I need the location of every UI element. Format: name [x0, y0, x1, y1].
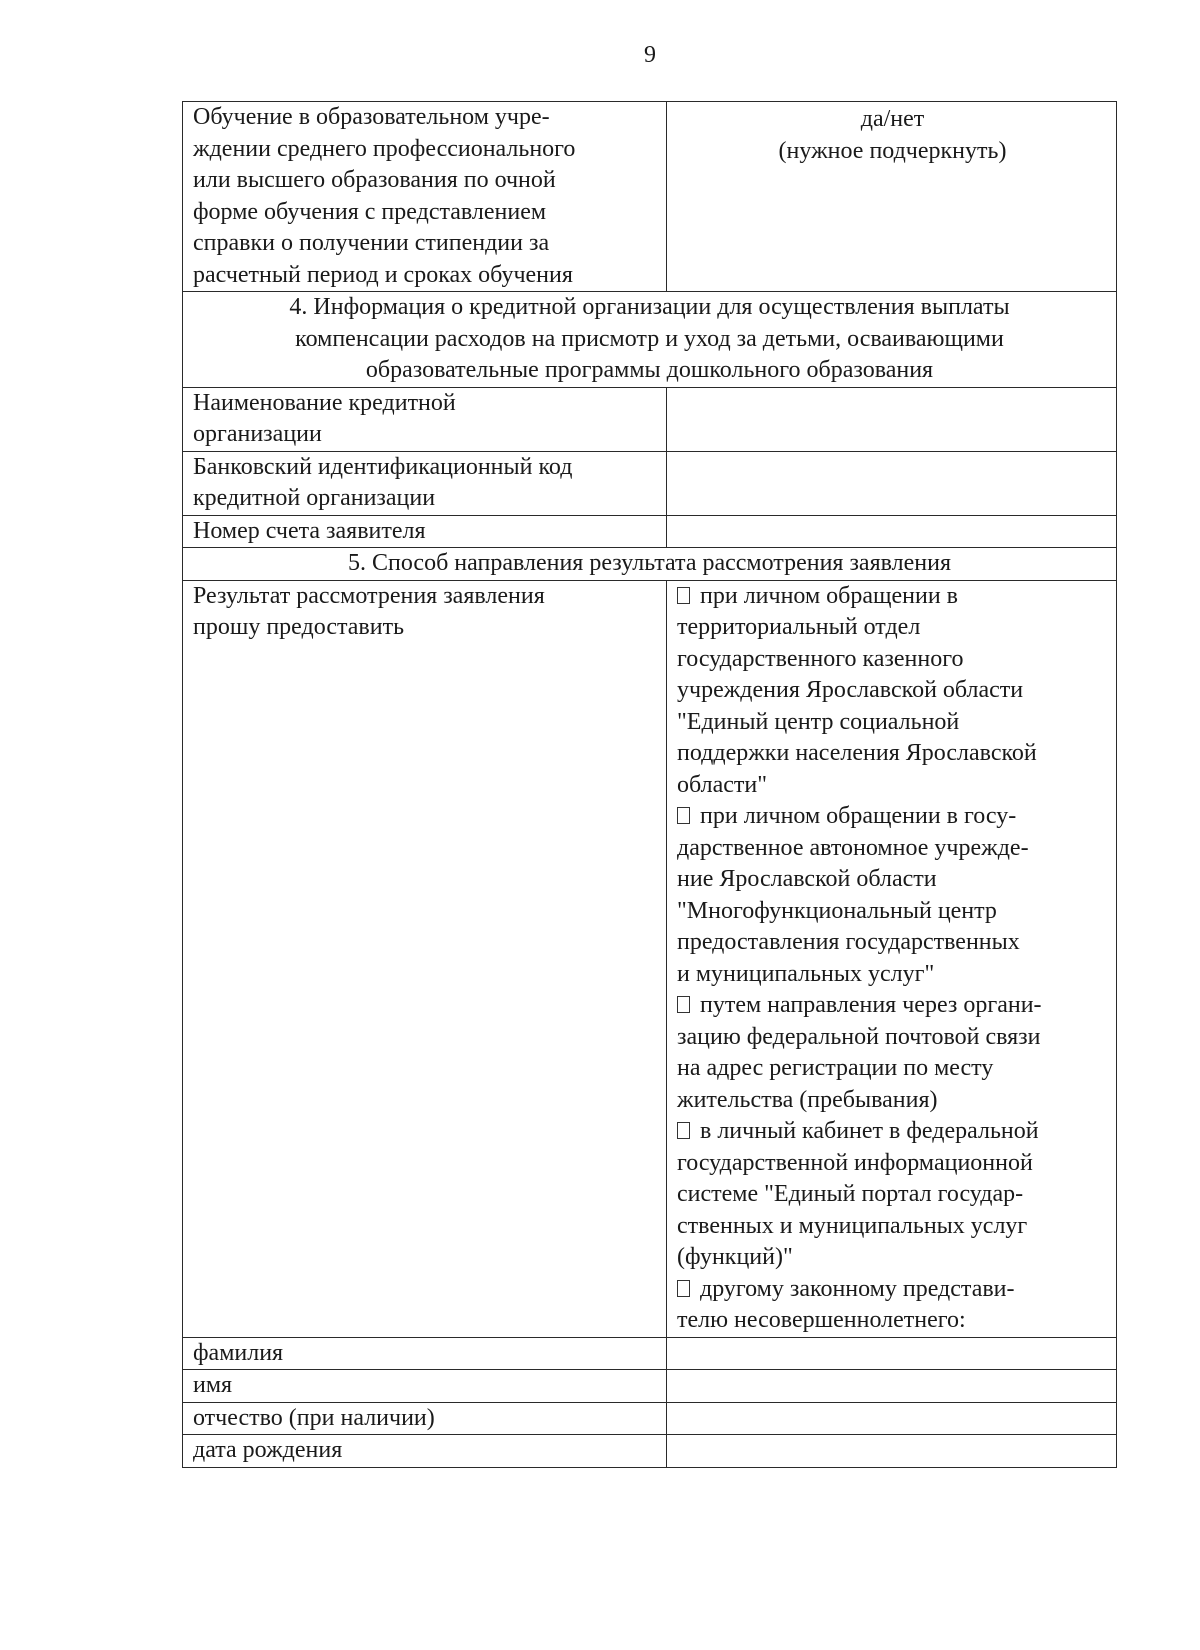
- option-line: на адрес регистрации по месту: [677, 1055, 994, 1081]
- section5-heading-row: [183, 548, 1117, 581]
- delivery-options: [667, 580, 1117, 1337]
- study-label-line: расчетный период и сроках обучения: [193, 261, 573, 288]
- representative-patronymic-row: [183, 1402, 1117, 1435]
- bic-label-line: Банковский идентификационный код: [193, 453, 573, 480]
- option-in-person-social-center[interactable]: [677, 581, 1108, 802]
- checkbox-icon[interactable]: [677, 996, 690, 1013]
- option-line: жительства (пребывания): [677, 1086, 938, 1113]
- study-label-line: форме обучения с представлением: [193, 198, 547, 225]
- option-line: "Единый центр социальной: [677, 708, 960, 735]
- result-delivery-label-line: Результат рассмотрения заявления: [193, 582, 545, 609]
- option-line: предоставления государственных: [677, 929, 1020, 955]
- birthdate-label: дата рождения: [183, 1435, 667, 1468]
- option-line: поддержки населения Ярославской: [677, 740, 1037, 766]
- option-line: ние Ярославской области: [677, 866, 937, 892]
- option-line: территориальный отдел: [677, 614, 921, 640]
- bank-name-label: [183, 387, 667, 451]
- result-delivery-label: [183, 580, 667, 1337]
- result-delivery-row: [183, 580, 1117, 1337]
- checkbox-icon[interactable]: [677, 1280, 690, 1297]
- bank-name-label-line: Наименование кредитной: [193, 389, 456, 416]
- option-line: "Многофункциональный центр: [677, 897, 997, 924]
- bank-name-label-line: организации: [193, 421, 322, 447]
- bic-label-line: кредитной организации: [193, 485, 436, 511]
- study-row: [183, 102, 1117, 292]
- bic-label: [183, 451, 667, 515]
- representative-name-row: [183, 1370, 1117, 1403]
- underline-hint: (нужное подчеркнуть): [778, 137, 1007, 164]
- option-in-person-mfc[interactable]: [677, 801, 1108, 990]
- option-line: дарственное автономное учрежде-: [677, 834, 1029, 861]
- account-number-field[interactable]: [667, 515, 1117, 548]
- patronymic-field[interactable]: [667, 1402, 1117, 1435]
- account-number-label-line: Номер счета заявителя: [193, 517, 426, 544]
- bic-row: [183, 451, 1117, 515]
- option-line: при личном обращении в госу-: [700, 803, 1017, 829]
- name-field[interactable]: [667, 1370, 1117, 1403]
- result-delivery-label-line: прошу предоставить: [193, 614, 405, 640]
- study-label-line: Обучение в образовательном учре-: [193, 104, 550, 130]
- option-postal-mail[interactable]: [677, 990, 1108, 1116]
- section4-heading-line: компенсации расходов на присмотр и уход за детьми, осваивающими: [295, 325, 1004, 352]
- study-label-line: справки о получении стипендии за: [193, 230, 550, 256]
- study-label-line: или высшего образования по очной: [193, 167, 556, 193]
- option-line: другому законному представи-: [700, 1275, 1015, 1302]
- section4-heading: [183, 292, 1117, 388]
- bic-field[interactable]: [667, 451, 1117, 515]
- study-label-line: ждении среднего профессионального: [193, 135, 576, 162]
- section4-heading-line: 4. Информация о кредитной организации для осуществления выплаты: [289, 294, 1010, 320]
- option-line: государственной информационной: [677, 1149, 1033, 1176]
- surname-label: фамилия: [183, 1337, 667, 1370]
- option-line: зацию федеральной почтовой связи: [677, 1023, 1041, 1050]
- name-label: имя: [183, 1370, 667, 1403]
- option-line: государственного казенного: [677, 645, 964, 672]
- section4-heading-line: образовательные программы дошкольного образования: [365, 357, 934, 383]
- study-value-cell[interactable]: [667, 102, 1117, 292]
- option-line: (функций)": [677, 1244, 793, 1270]
- option-line: в личный кабинет в федеральной: [700, 1118, 1039, 1144]
- option-line: телю несовершеннолетнего:: [677, 1307, 966, 1333]
- option-line: системе "Единый портал государ-: [677, 1181, 1024, 1207]
- yes-no-choice[interactable]: да/нет: [860, 106, 925, 132]
- application-form-table: [182, 101, 1117, 1468]
- section4-heading-row: [183, 292, 1117, 388]
- checkbox-icon[interactable]: [677, 807, 690, 824]
- option-line: области": [677, 771, 768, 798]
- option-line: и муниципальных услуг": [677, 960, 935, 987]
- patronymic-label: отчество (при наличии): [183, 1402, 667, 1435]
- option-gosuslugi-cabinet[interactable]: [677, 1116, 1108, 1274]
- option-line: при личном обращении в: [700, 582, 959, 609]
- account-number-row: [183, 515, 1117, 548]
- representative-surname-row: [183, 1337, 1117, 1370]
- option-legal-representative[interactable]: [677, 1274, 1108, 1337]
- section5-heading: 5. Способ направления результата рассмотрения заявления: [183, 548, 1117, 581]
- option-line: путем направления через органи-: [700, 992, 1042, 1018]
- surname-field[interactable]: [667, 1337, 1117, 1370]
- option-line: ственных и муниципальных услуг: [677, 1212, 1028, 1239]
- option-line: учреждения Ярославской области: [677, 677, 1024, 703]
- page-number: 9: [644, 42, 656, 68]
- birthdate-field[interactable]: [667, 1435, 1117, 1468]
- account-number-label: [183, 515, 667, 548]
- representative-birthdate-row: [183, 1435, 1117, 1468]
- checkbox-icon[interactable]: [677, 1122, 690, 1139]
- checkbox-icon[interactable]: [677, 587, 690, 604]
- bank-name-field[interactable]: [667, 387, 1117, 451]
- study-label: [183, 102, 667, 292]
- bank-name-row: [183, 387, 1117, 451]
